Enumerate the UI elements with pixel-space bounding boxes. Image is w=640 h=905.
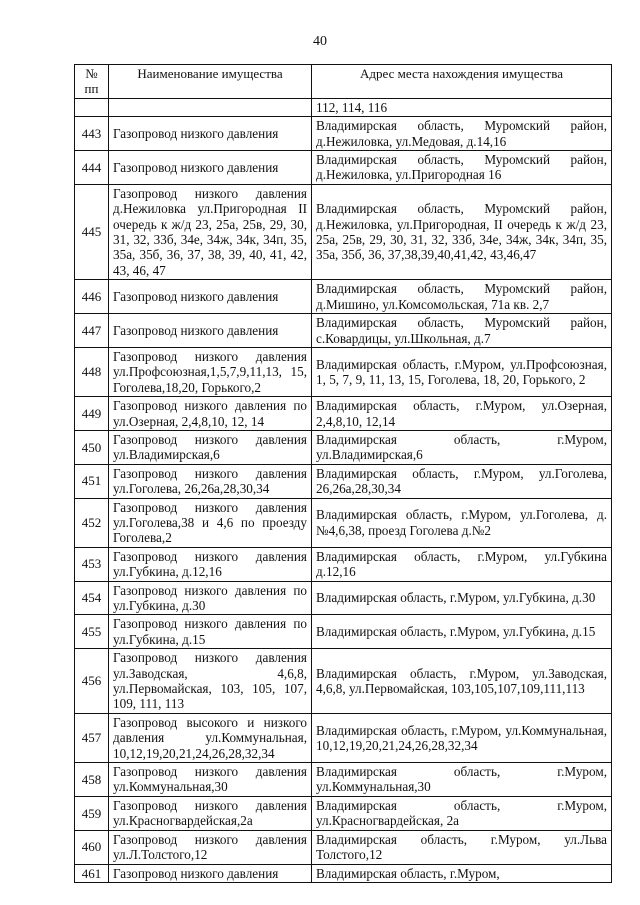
cell-address: Владимирская область, Муромский район, д.Нежиловка, ул.Пригородная, II очередь к ж/д 23, 25а, 25в, 29, 30, 31, 32, 33б, 34е, 34ж, 34к, 34п, 35, 35а, 35б, 36, 37,38,39,40,41,42, 43,46,47 [312,184,612,279]
cell-property-name: Газопровод низкого давления ул.Гоголева,38 и 4,6 по проезду Гоголева,2 [109,498,312,547]
table-row [75,713,612,762]
table-row [75,547,612,581]
cell-address: Владимирская область, г.Муром, ул.Льва Толстого,12 [312,830,612,864]
header-number-line2: пп [84,81,99,97]
cell-property-name: Газопровод низкого давления [109,280,312,314]
cell-address: Владимирская область, г.Муром, ул.Губкина, д.30 [312,581,612,615]
property-registry-table [74,64,612,883]
cell-property-name: Газопровод низкого давления ул.Л.Толстого,12 [109,830,312,864]
cell-number: 460 [75,830,109,864]
cell-number: 447 [75,314,109,348]
cell-number: 456 [75,649,109,714]
cell-address: Владимирская область, Муромский район, д.Нежиловка, ул.Медовая, д.14,16 [312,117,612,151]
cell-property-name: Газопровод низкого давления [109,864,312,882]
cell-number: 459 [75,796,109,830]
cell-number: 444 [75,151,109,185]
table-row [75,280,612,314]
cell-address: Владимирская область, г.Муром, ул.Профсоюзная, 1, 5, 7, 9, 11, 13, 15, Гоголева, 18, 20, Горького, 2 [312,347,612,396]
cell-address: Владимирская область, г.Муром, ул.Губкина, д.15 [312,615,612,649]
cell-property-name: Газопровод низкого давления ул.Гоголева, 26,26а,28,30,34 [109,464,312,498]
cell-address: Владимирская область, г.Муром, ул.Красногвардейская, 2а [312,796,612,830]
table-row [75,430,612,464]
table-row [75,498,612,547]
cell-property-name: Газопровод низкого давления [109,117,312,151]
cell-address: Владимирская область, г.Муром, ул.Владимирская,6 [312,430,612,464]
cell-property-name: Газопровод низкого давления ул.Губкина, д.12,16 [109,547,312,581]
table-row [75,649,612,714]
cell-property-name: Газопровод низкого давления ул.Профсоюзная,1,5,7,9,11,13, 15, Гоголева,18,20, Горького,2 [109,347,312,396]
cell-property-name: Газопровод низкого давления [109,151,312,185]
header-address: Адрес места нахождения имущества [312,65,612,99]
header-row [75,65,612,99]
table-row [75,184,612,279]
cell-address: Владимирская область, г.Муром, ул.Коммунальная, 10,12,19,20,21,24,26,28,32,34 [312,713,612,762]
table-row [75,117,612,151]
table-row [75,464,612,498]
header-number-line1: № [85,66,98,81]
table-row [75,581,612,615]
cell-number: 449 [75,397,109,431]
cell-property-name: Газопровод низкого давления ул.Коммунальная,30 [109,763,312,797]
cell-number: 446 [75,280,109,314]
cell-number [75,98,109,116]
cell-property-name: Газопровод низкого давления по ул.Озерная, 2,4,8,10, 12, 14 [109,397,312,431]
cell-address: Владимирская область, г.Муром, [312,864,612,882]
cell-address: 112, 114, 116 [312,98,612,116]
cell-property-name: Газопровод низкого давления ул.Заводская, 4,6,8, ул.Первомайская, 103, 105, 107, 109, 111, 113 [109,649,312,714]
cell-property-name: Газопровод низкого давления [109,314,312,348]
cell-number: 461 [75,864,109,882]
table-row [75,763,612,797]
cell-address: Владимирская область, г.Муром, ул.Заводская, 4,6,8, ул.Первомайская, 103,105,107,109,111,113 [312,649,612,714]
header-property-name: Наименование имущества [109,65,312,99]
cell-property-name: Газопровод низкого давления д.Нежиловка ул.Пригородная II очередь к ж/д 23, 25а, 25в, 29, 30, 31, 32, 33б, 34е, 34ж, 34к, 34п, 35, 35а, 35б, 36, 37, 38, 39, 40, 41, 42, 43, 46, 47 [109,184,312,279]
cell-number: 457 [75,713,109,762]
cell-number: 458 [75,763,109,797]
cell-address: Владимирская область, Муромский район, д.Нежиловка, ул.Пригородная 16 [312,151,612,185]
cell-address: Владимирская область, Муромский район, с.Ковардицы, ул.Школьная, д.7 [312,314,612,348]
cell-property-name: Газопровод высокого и низкого давления ул.Коммунальная, 10,12,19,20,21,24,26,28,32,34 [109,713,312,762]
table-row [75,830,612,864]
table-row [75,615,612,649]
page-number: 40 [313,34,327,49]
table-row [75,397,612,431]
cell-property-name: Газопровод низкого давления по ул.Губкина, д.30 [109,581,312,615]
cell-property-name: Газопровод низкого давления ул.Владимирская,6 [109,430,312,464]
table-header [75,65,612,99]
cell-number: 451 [75,464,109,498]
cell-number: 452 [75,498,109,547]
table-row [75,347,612,396]
table-row [75,864,612,882]
cell-number: 443 [75,117,109,151]
header-number [75,65,109,99]
cell-number: 445 [75,184,109,279]
table-body [75,98,612,882]
cell-number: 453 [75,547,109,581]
cell-property-name: Газопровод низкого давления ул.Красногвардейская,2а [109,796,312,830]
cell-number: 455 [75,615,109,649]
cell-address: Владимирская область, г.Муром, ул.Губкина д.12,16 [312,547,612,581]
cell-number: 450 [75,430,109,464]
cell-address: Владимирская область, г.Муром, ул.Озерная, 2,4,8,10, 12,14 [312,397,612,431]
cell-address: Владимирская область, г.Муром, ул.Коммунальная,30 [312,763,612,797]
table-row [75,796,612,830]
continuation-row [75,98,612,116]
cell-address: Владимирская область, г.Муром, ул.Гоголева, 26,26а,28,30,34 [312,464,612,498]
table-row [75,151,612,185]
cell-property-name [109,98,312,116]
cell-number: 454 [75,581,109,615]
cell-property-name: Газопровод низкого давления по ул.Губкина, д.15 [109,615,312,649]
cell-address: Владимирская область, Муромский район, д.Мишино, ул.Комсомольская, 71а кв. 2,7 [312,280,612,314]
cell-address: Владимирская область, г.Муром, ул.Гоголева, д.№4,6,38, проезд Гоголева д.№2 [312,498,612,547]
cell-number: 448 [75,347,109,396]
table-row [75,314,612,348]
